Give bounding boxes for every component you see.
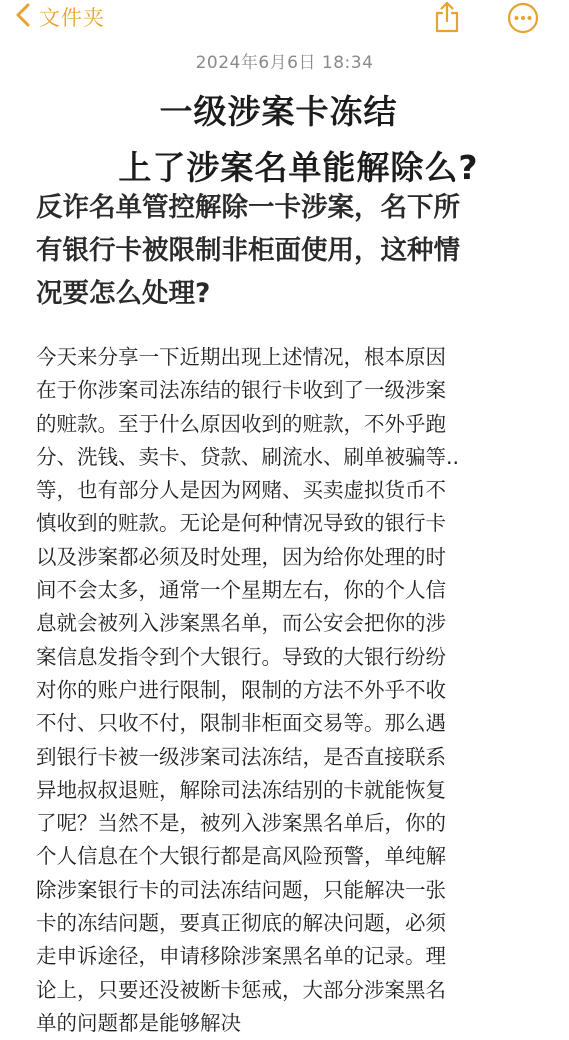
back-button[interactable] (14, 2, 105, 32)
note-title-line-1: 一级涉案卡冻结 (159, 92, 398, 131)
body-line: 以及涉案都必须及时处理，因为给你处理的时 (36, 544, 446, 569)
body-line: 在于你涉案司法冻结的银行卡收到了一级涉案 (36, 378, 446, 403)
body-line: 卡的冻结问题，要真正彻底的解决问题，必须 (36, 911, 446, 936)
share-icon (432, 0, 462, 34)
body-line: 案信息发指令到个大银行。导致的大银行纷纷 (36, 644, 446, 669)
subtitle-line: 况要怎么处理? (36, 278, 211, 309)
note-subtitle (36, 186, 546, 315)
note-timestamp: 2024年6月6日 18:34 (195, 53, 374, 73)
body-line: 了呢？当然不是，被列入涉案黑名单后，你的 (36, 811, 446, 836)
body-line: 异地叔叔退赃，解除司法冻结别的卡就能恢复 (36, 777, 446, 802)
body-line: 分、洗钱、卖卡、贷款、刷流水、刷单被骗等.. (36, 444, 460, 469)
note-title-line-2: 上了涉案名单能解除么? (118, 148, 479, 187)
chevron-left-icon (14, 2, 32, 32)
body-line: 的赃款。至于什么原因收到的赃款，不外乎跑 (36, 411, 446, 436)
body-line: 个人信息在个大银行都是高风险预警，单纯解 (36, 844, 446, 869)
body-line: 慎收到的赃款。无论是何种情况导致的银行卡 (36, 511, 446, 536)
body-line: 论上，只要还没被断卡惩戒，大部分涉案黑名 (36, 977, 446, 1002)
body-line: 除涉案银行卡的司法冻结问题，只能解决一张 (36, 877, 446, 902)
navigation-bar (0, 0, 569, 40)
subtitle-line: 反诈名单管控解除一卡涉案，名下所 (36, 192, 460, 223)
body-line: 间不会太多，通常一个星期左右，你的个人信 (36, 578, 446, 603)
more-icon (507, 2, 539, 34)
body-line: 单的问题都是能够解决 (36, 1010, 241, 1035)
body-line: 走申诉途径，申请移除涉案黑名单的记录。理 (36, 944, 446, 969)
body-line: 息就会被列入涉案黑名单，而公安会把你的涉 (36, 611, 446, 636)
subtitle-line: 有银行卡被限制非柜面使用，这种情 (36, 235, 460, 266)
note-body[interactable] (36, 341, 546, 1040)
share-button[interactable] (432, 0, 462, 34)
more-button[interactable] (507, 2, 539, 34)
body-line: 今天来分享一下近期出现上述情况，根本原因 (36, 345, 446, 369)
back-label: 文件夹 (39, 6, 105, 30)
body-line: 对你的账户进行限制，限制的方法不外乎不收 (36, 677, 446, 702)
body-line: 不付、只收不付，限制非柜面交易等。那么遇 (36, 711, 446, 736)
body-line: 到银行卡被一级涉案司法冻结，是否直接联系 (36, 744, 446, 769)
body-line: 等，也有部分人是因为网赌、买卖虚拟货币不 (36, 478, 446, 503)
